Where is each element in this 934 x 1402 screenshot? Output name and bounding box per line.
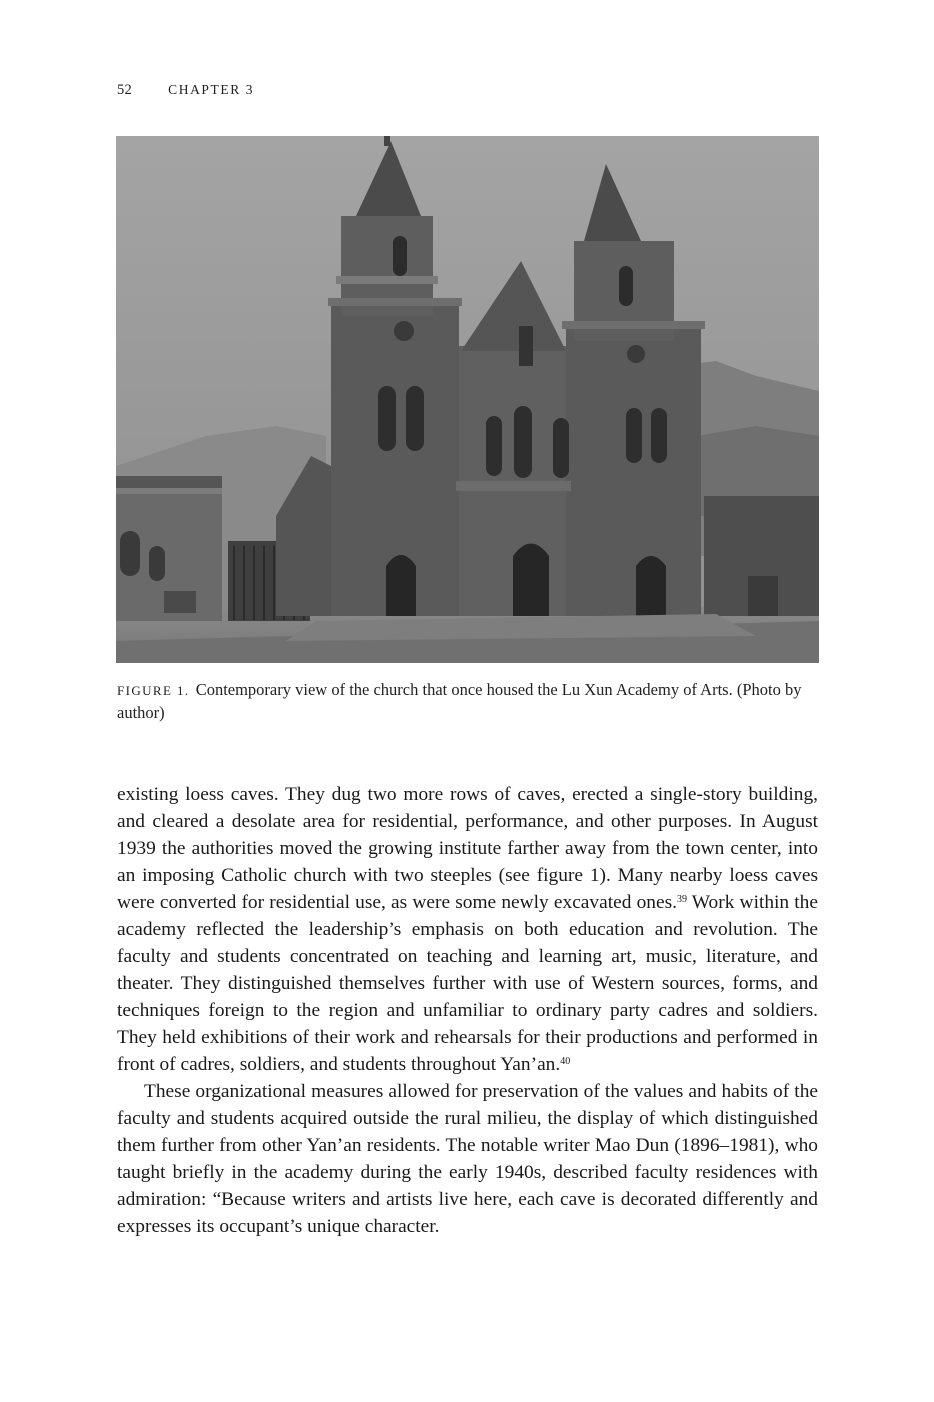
figure-label: FIGURE 1.: [117, 683, 190, 698]
paragraph-1-text-cont: Work within the academy reflected the leadership’s emphasis on both education and revolution. The faculty and students concentrated on teaching and learning art, music, literature, and theater. They distinguished themselves further with use of Western sources, forms, and techniques foreign to the region and unfamiliar to ordinary party cadres and soldiers. They held exhibitions of their work and rehearsals for their productions and performed in front of cadres, soldiers, and students throughout Yan’an.: [117, 892, 818, 1075]
paragraph-2: These organizational measures allowed for preservation of the values and habits of the faculty and students acquired outside the rural milieu, the display of which distinguished them further from other Yan’an residents. The notable writer Mao Dun (1896–1981), who taught briefly in the academy during the early 1940s, described faculty residences with admiration: “Because writers and artists live here, each cave is decorated differently and expresses its occupant’s unique character.: [117, 1081, 818, 1237]
body-text: [117, 781, 818, 1240]
running-head: [117, 82, 254, 99]
paragraph-1: [117, 781, 818, 1078]
footnote-ref-40[interactable]: 40: [560, 1056, 571, 1067]
page-number: 52: [117, 82, 133, 98]
church-photo: [116, 136, 819, 663]
paragraph-1-text: existing loess caves. They dug two more rows of caves, erected a single-story building, and cleared a desolate area for residential, performance, and other purposes. In August 1939 the authorities moved the growing institute farther away from the town center, into an imposing Catholic church with two steeples (see figure 1). Many nearby loess caves were converted for residential use, as were some newly excavated ones.: [117, 784, 818, 913]
figure-caption-text: Contemporary view of the church that once housed the Lu Xun Academy of Arts. (Photo by author): [117, 680, 802, 722]
figure-caption: [117, 679, 817, 724]
footnote-ref-39[interactable]: 39: [676, 894, 687, 905]
chapter-title: CHAPTER 3: [168, 82, 255, 97]
